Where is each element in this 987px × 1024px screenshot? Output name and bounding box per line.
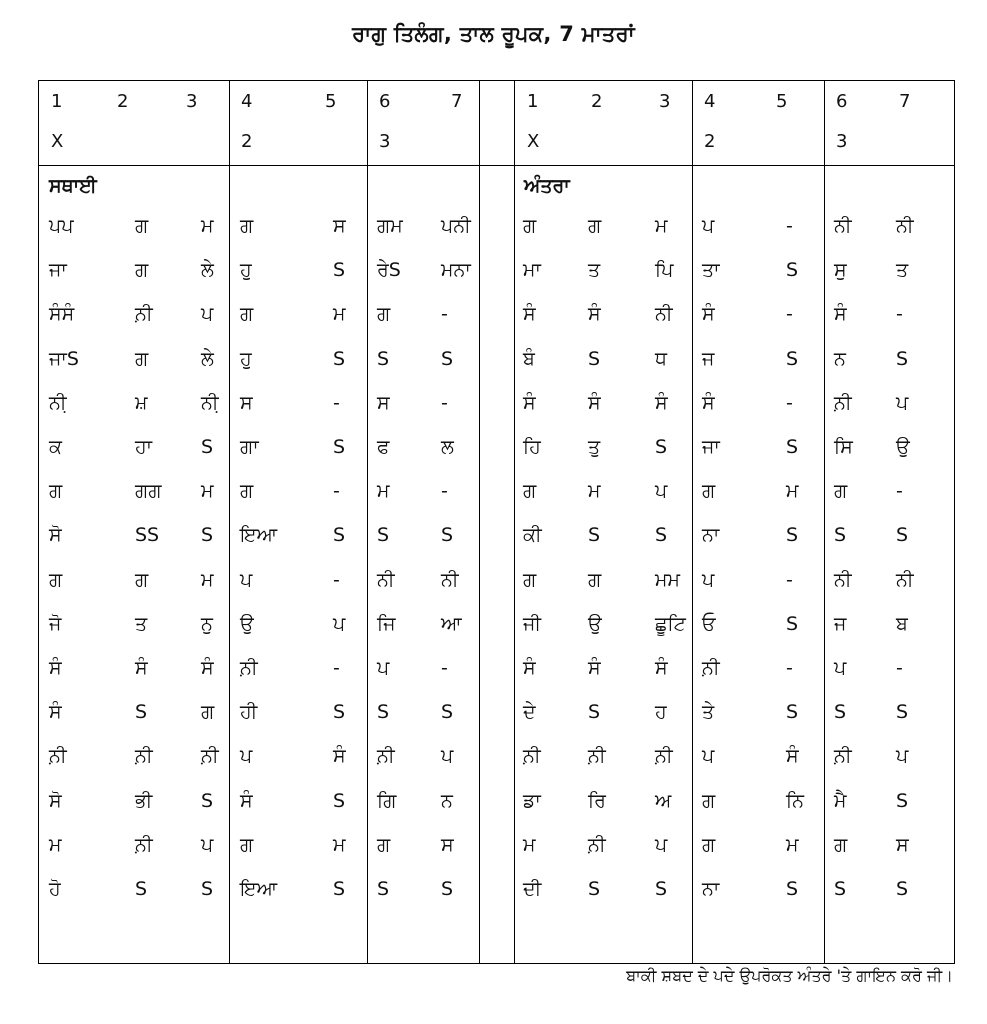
note-cell: S — [786, 259, 799, 282]
note-cell: - — [441, 303, 448, 326]
note-cell: ਪ — [441, 745, 454, 768]
note-cell: ਸੰ — [135, 657, 148, 679]
note-cell: ਪ — [240, 568, 253, 591]
note-cell: S — [786, 701, 799, 724]
note-cell: ਹੀ — [240, 701, 258, 724]
note-cell: S — [333, 347, 346, 370]
note-cell: ਨੀ — [834, 568, 852, 591]
note-cell: S — [201, 524, 214, 547]
note-cell: ਸੰ — [523, 391, 536, 414]
column-divider — [514, 81, 515, 963]
note-cell: ਨ਼ੀ — [135, 745, 153, 768]
note-cell: ਗ — [240, 303, 254, 326]
note-cell: ਨੀ — [896, 215, 914, 237]
note-cell: ਹਾ — [135, 436, 153, 458]
note-cell: ਸੰ — [240, 789, 253, 812]
column-divider — [824, 81, 825, 963]
note-cell: ਜੀ — [523, 612, 542, 635]
note-cell: ਗ — [135, 347, 149, 370]
note-cell: ਪਪ — [49, 215, 74, 237]
taal-mark: X — [527, 131, 540, 152]
taal-mark: 2 — [241, 131, 253, 152]
note-cell: ਮ਼ — [135, 391, 148, 414]
note-cell: S — [786, 436, 799, 458]
note-cell: ਸੰਸੰ — [49, 303, 75, 326]
note-cell: ਨ਼ੀ — [201, 745, 219, 768]
note-cell: ਪ — [834, 657, 847, 679]
note-cell: S — [834, 524, 847, 547]
note-cell: ਪਿ — [655, 259, 674, 282]
note-cell: ਸੰ — [201, 657, 214, 679]
note-cell: S — [441, 701, 454, 724]
notation-table — [38, 80, 955, 964]
note-cell: - — [333, 391, 340, 414]
note-cell: ਜਾ — [702, 436, 720, 458]
note-cell: ਤਾ — [702, 259, 720, 282]
note-cell: ਸੋ — [49, 789, 62, 812]
beat-number: 6 — [379, 91, 391, 112]
beat-number: 7 — [451, 91, 463, 112]
note-cell: S — [333, 701, 346, 724]
note-cell: S — [333, 878, 346, 900]
note-cell: ਨੀ — [655, 303, 673, 326]
note-cell: ਨ਼ੀ — [588, 833, 606, 856]
note-cell: ਗ — [702, 833, 716, 856]
note-cell: S — [201, 436, 214, 458]
note-cell: S — [786, 878, 799, 900]
page-title: ਰਾਗੁ ਤਿਲੰਗ, ਤਾਲ ਰੂਪਕ, 7 ਮਾਤਰਾਂ — [352, 22, 635, 46]
note-cell: ਕੀ — [523, 524, 542, 547]
note-cell: - — [441, 480, 448, 503]
section-label-sthayi: ਸਥਾਈ — [49, 175, 97, 197]
note-cell: S — [333, 789, 346, 812]
note-cell: S — [201, 789, 214, 812]
note-cell: S — [786, 612, 799, 635]
note-cell: ਗ — [49, 480, 63, 503]
note-cell: SS — [135, 524, 160, 547]
note-cell: S — [588, 878, 601, 900]
note-cell: ਫ — [377, 436, 390, 458]
note-cell: ਪ — [655, 833, 668, 856]
note-cell: ਸੰ — [702, 391, 715, 414]
beat-number: 6 — [836, 91, 848, 112]
note-cell: S — [588, 524, 601, 547]
note-cell: ਨ਼ੀ — [702, 657, 720, 679]
note-cell: ਲੇ — [201, 259, 214, 282]
note-cell: ਨਿ — [786, 789, 804, 812]
note-cell: ਨਾ — [702, 524, 720, 547]
note-cell: ਬੰ — [523, 347, 535, 370]
beat-number: 7 — [899, 91, 911, 112]
beat-number: 3 — [659, 91, 671, 112]
note-cell: - — [786, 391, 793, 414]
note-cell: ਨੀ — [896, 568, 914, 591]
note-cell: ਸੰ — [588, 657, 601, 679]
note-cell: ਸੋ — [49, 524, 62, 547]
note-cell: ਤੁ — [588, 436, 601, 458]
note-cell: ਦੀ — [523, 878, 542, 900]
beat-number: 2 — [591, 91, 603, 112]
note-cell: ਮਨਾ — [441, 259, 471, 282]
note-cell: ਤੇ — [702, 701, 715, 724]
note-cell: - — [896, 480, 903, 503]
note-cell: ਨ — [834, 347, 846, 370]
note-cell: ਗ — [135, 215, 149, 237]
note-cell: ਪ — [655, 480, 668, 503]
note-cell: ਗ — [240, 215, 254, 237]
note-cell: ਮ — [523, 833, 536, 856]
note-cell: ਗ — [201, 701, 215, 724]
note-cell: ਸੰ — [834, 303, 847, 326]
note-cell: ਰਿ — [588, 789, 606, 812]
note-cell: ਨ਼ੀ — [588, 745, 606, 768]
note-cell: ਸੰ — [523, 657, 536, 679]
note-cell: S — [655, 436, 668, 458]
note-cell: ਗ — [240, 833, 254, 856]
note-cell: ਨ — [441, 789, 453, 812]
taal-mark: X — [51, 131, 64, 152]
note-cell: ਸੰ — [786, 745, 799, 768]
note-cell: ਗ — [702, 480, 716, 503]
note-cell: ਨੀ — [834, 215, 852, 237]
note-cell: ਗ — [834, 480, 848, 503]
beat-number: 4 — [241, 91, 253, 112]
note-cell: ਨ਼ੀ — [523, 745, 541, 768]
note-cell: ਓ — [702, 612, 716, 635]
note-cell: ਨ਼ੀ — [655, 745, 673, 768]
note-cell: S — [786, 347, 799, 370]
note-cell: ਜਾ — [49, 259, 67, 282]
note-cell: S — [896, 789, 909, 812]
note-cell: ਪ — [333, 612, 346, 635]
note-cell: ਗ — [377, 303, 391, 326]
beat-number: 1 — [527, 91, 539, 112]
note-cell: ਨਾ — [702, 878, 720, 900]
note-cell: ਗਾ — [240, 436, 259, 458]
note-cell: ਸੁ — [834, 259, 847, 282]
note-cell: S — [896, 701, 909, 724]
note-cell: ਸਿ — [834, 436, 853, 458]
note-cell: ਮ — [588, 480, 601, 503]
note-cell: ਜਾS — [49, 347, 79, 370]
note-cell: S — [201, 878, 214, 900]
note-cell: ਕ — [49, 436, 62, 458]
note-cell: ਮ — [333, 833, 346, 856]
note-cell: ਗ — [523, 480, 537, 503]
note-cell: ਹੁ — [240, 259, 252, 282]
note-cell: - — [333, 657, 340, 679]
note-cell: S — [834, 878, 847, 900]
note-cell: S — [135, 878, 148, 900]
note-cell: S — [655, 878, 668, 900]
note-cell: ਹ — [655, 701, 667, 724]
note-cell: ਗ — [523, 215, 537, 237]
note-cell: ਉ — [896, 436, 910, 458]
note-cell: ਗ — [588, 568, 602, 591]
taal-mark: 2 — [704, 131, 716, 152]
footer-note: ਬਾਕੀ ਸ਼ਬਦ ਦੇ ਪਦੇ ਉਪਰੋਕਤ ਅੰਤਰੇ 'ਤੇ ਗਾਇਨ ਕਰੋ ਜੀ। — [626, 966, 953, 985]
note-cell: ਛੂਟਿ — [655, 612, 686, 635]
beat-number: 4 — [704, 91, 716, 112]
note-cell: ਗ — [523, 568, 537, 591]
note-cell: S — [896, 524, 909, 547]
note-cell: ਮ — [786, 833, 799, 856]
note-cell: S — [896, 347, 909, 370]
note-cell: ਲ — [441, 436, 454, 458]
note-cell: ਗ — [702, 789, 716, 812]
note-cell: ਸ — [240, 391, 253, 414]
note-cell: ਪ — [702, 745, 715, 768]
note-cell: ਮਮ — [655, 568, 681, 591]
note-cell: ਸੰ — [702, 303, 715, 326]
note-cell: - — [786, 657, 793, 679]
note-cell: ਤ — [135, 612, 148, 635]
note-cell: - — [786, 303, 793, 326]
note-cell: ਹਿ — [523, 436, 541, 458]
note-cell: ਗ — [834, 833, 848, 856]
note-cell: ਸੰ — [333, 745, 346, 768]
note-cell: ਉ — [240, 612, 254, 635]
note-cell: ਮ — [49, 833, 62, 856]
note-cell: ਰੇS — [377, 259, 401, 282]
note-cell: ਲੇ — [201, 347, 214, 370]
note-cell: ਮ — [655, 215, 668, 237]
note-cell: ਸੰ — [49, 701, 62, 724]
note-cell: S — [441, 878, 454, 900]
note-cell: - — [896, 303, 903, 326]
note-cell: ਗ — [588, 215, 602, 237]
note-cell: ਧ — [655, 347, 667, 370]
note-cell: - — [786, 568, 793, 591]
note-cell: ਨ਼ੀ — [834, 745, 852, 768]
note-cell: ਡਾ — [523, 789, 541, 812]
note-cell: ਸ — [333, 215, 346, 237]
note-cell: ਨੀ਼ — [201, 391, 219, 414]
note-cell: ਹੋ — [49, 878, 61, 900]
header-divider — [39, 165, 954, 166]
note-cell: ਸੰ — [588, 303, 601, 326]
note-cell: ਪ — [896, 391, 909, 414]
note-cell: S — [377, 347, 390, 370]
taal-mark: 3 — [836, 131, 848, 152]
note-cell: ਪ — [201, 833, 214, 856]
note-cell: ਪ — [201, 303, 214, 326]
note-cell: ਨੀ਼ — [49, 391, 67, 414]
note-cell: ਅ — [655, 789, 672, 812]
note-cell: S — [896, 878, 909, 900]
note-cell: ਜਿ — [377, 612, 396, 635]
note-cell: ਭੀ — [135, 789, 153, 812]
note-cell: ਤ — [896, 259, 909, 282]
note-cell: ਸ — [377, 391, 390, 414]
note-cell: ਮ — [377, 480, 390, 503]
note-cell: S — [786, 524, 799, 547]
note-cell: S — [135, 701, 148, 724]
note-cell: ਜੋ — [49, 612, 62, 635]
beat-number: 1 — [51, 91, 63, 112]
taal-mark: 3 — [379, 131, 391, 152]
note-cell: S — [441, 524, 454, 547]
note-cell: S — [333, 524, 346, 547]
note-cell: ਨ਼ੀ — [377, 745, 395, 768]
note-cell: ਨੀ — [377, 568, 395, 591]
note-cell: ਮ — [333, 303, 346, 326]
note-cell: ਉ — [588, 612, 602, 635]
note-cell: ਦੇ — [523, 701, 536, 724]
note-cell: ਨ਼ੀ — [49, 745, 67, 768]
note-cell: ਇਆ — [240, 524, 278, 547]
note-cell: ਪ — [240, 745, 253, 768]
note-cell: ਆ — [441, 612, 462, 635]
note-cell: - — [333, 568, 340, 591]
note-cell: ਜ — [834, 612, 847, 635]
note-cell: S — [441, 347, 454, 370]
beat-number: 3 — [186, 91, 198, 112]
beat-number: 2 — [117, 91, 129, 112]
note-cell: S — [834, 701, 847, 724]
note-cell: ਪ — [896, 745, 909, 768]
note-cell: ਮ — [786, 480, 799, 503]
note-cell: ਇਆ — [240, 878, 278, 900]
note-cell: ਮ — [201, 480, 214, 503]
note-cell: ਬ — [896, 612, 908, 635]
note-cell: - — [441, 657, 448, 679]
note-cell: S — [377, 701, 390, 724]
column-divider — [367, 81, 368, 963]
note-cell: ਗ — [49, 568, 63, 591]
note-cell: ਮ — [201, 215, 214, 237]
note-cell: ਨ਼ੀ — [135, 303, 153, 326]
note-cell: ਗ — [135, 259, 149, 282]
note-cell: ਨੁ — [201, 612, 213, 635]
note-cell: ਸੰ — [588, 391, 601, 414]
note-cell: - — [441, 391, 448, 414]
note-cell: ਮੈ — [834, 789, 847, 812]
note-cell: - — [786, 215, 793, 237]
note-cell: ਗ — [135, 568, 149, 591]
note-cell: ਗਮ — [377, 215, 403, 237]
column-divider — [479, 81, 480, 963]
column-divider — [229, 81, 230, 963]
note-cell: ਸੰ — [655, 657, 668, 679]
note-cell: ਸੰ — [49, 657, 62, 679]
note-cell: ਪ — [702, 568, 715, 591]
note-cell: - — [896, 657, 903, 679]
note-cell: ਸ — [896, 833, 909, 856]
note-cell: - — [333, 480, 340, 503]
note-cell: ਨ਼ੀ — [135, 833, 153, 856]
note-cell: ਪ — [702, 215, 715, 237]
note-cell: ਨ਼ੀ — [240, 657, 258, 679]
note-cell: ਗਗ — [135, 480, 162, 503]
note-cell: S — [588, 701, 601, 724]
note-cell: ਜ — [702, 347, 715, 370]
note-cell: S — [333, 436, 346, 458]
note-cell: S — [333, 259, 346, 282]
note-cell: ਸੰ — [655, 391, 668, 414]
note-cell: ਮਾ — [523, 259, 541, 282]
note-cell: ਹੁ — [240, 347, 252, 370]
beat-number: 5 — [776, 91, 788, 112]
note-cell: ਗਿ — [377, 789, 397, 812]
note-cell: ਮ — [201, 568, 214, 591]
note-cell: ਤ — [588, 259, 601, 282]
beat-number: 5 — [325, 91, 337, 112]
note-cell: ਨ਼ੀ — [834, 391, 852, 414]
note-cell: ਗ — [240, 480, 254, 503]
note-cell: ਪਨੀ — [441, 215, 471, 237]
note-cell: S — [588, 347, 601, 370]
note-cell: ਗ — [377, 833, 391, 856]
note-cell: S — [377, 524, 390, 547]
note-cell: ਸ — [441, 833, 454, 856]
note-cell: ਪ — [377, 657, 390, 679]
note-cell: ਸੰ — [523, 303, 536, 326]
section-label-antara: ਅੰਤਰਾ — [524, 175, 570, 197]
note-cell: ਨੀ — [441, 568, 459, 591]
note-cell: S — [655, 524, 668, 547]
column-divider — [692, 81, 693, 963]
note-cell: S — [377, 878, 390, 900]
